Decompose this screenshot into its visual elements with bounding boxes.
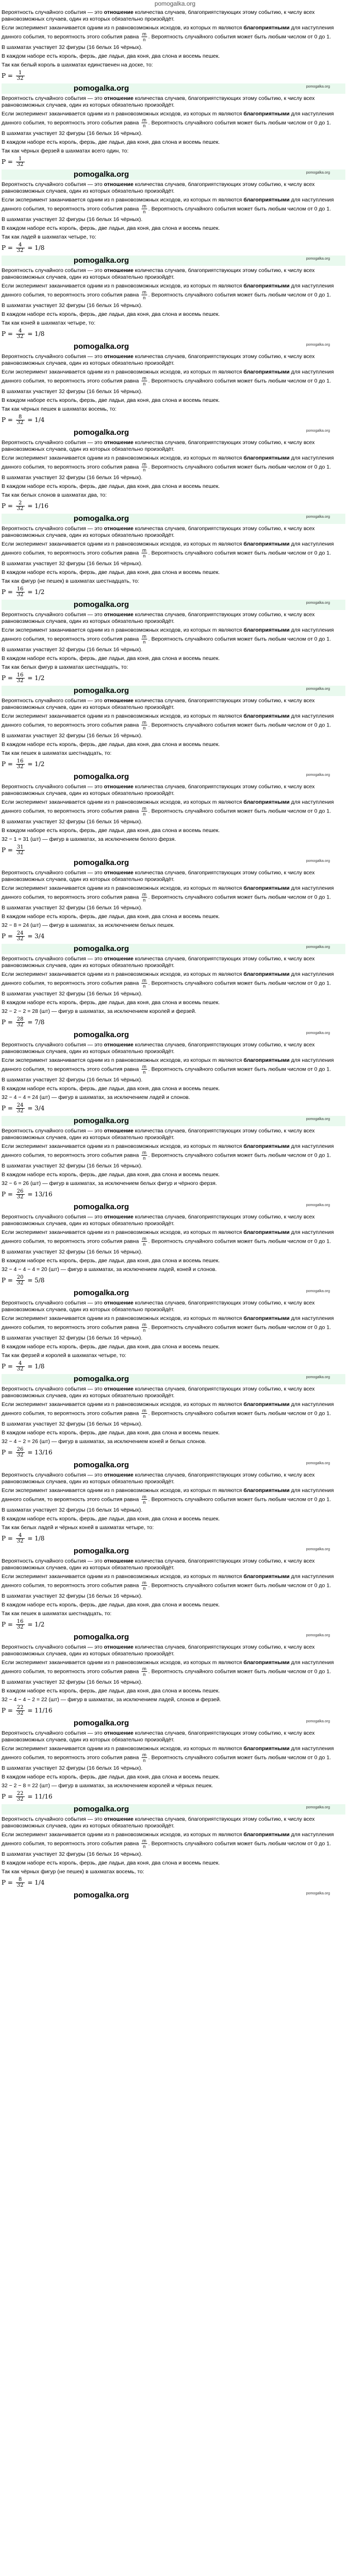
pieces-text: В каждом наборе есть король, ферзь, две ладьи, два коня, два слона и восемь пешек. — [2, 1430, 220, 1436]
watermark-banner: pomogalka.org pomogalka.org — [74, 1547, 330, 1555]
question-text: Так как чёрных фигур (не пешек) в шахматах восемь, то: — [2, 1869, 145, 1875]
pieces-text: В каждом наборе есть король, ферзь, две ладьи, два коня, два слона и восемь пешек. — [2, 1344, 220, 1350]
watermark-stamp: pomogalka.org — [306, 687, 330, 691]
deck-text: В шахматах участвует 32 фигуры (16 белых 16 чёрных). — [2, 44, 143, 50]
pieces-text: В каждом наборе есть король, ферзь, две ладьи, два коня, два слона и восемь пешек. — [2, 225, 220, 231]
experiment-text: Если эксперимент заканчивается одним из n равновозможных исходов, из которых m являются благоприятными для наступления данного события, то вероятность этого события равна $\frac{m}{n}$ . Вероятность случайного события может быть любым числом от 0 до 1. — [2, 541, 334, 558]
site-header[interactable]: pomogalka.org — [154, 0, 196, 7]
probability-fraction: $\frac{16}{32}$ — [16, 758, 24, 770]
probability-fraction: $\frac{20}{32}$ — [16, 1275, 24, 1286]
watermark-stamp: pomogalka.org — [306, 773, 330, 777]
definition-text: Вероятность случайного события — это отношение количества случаев, благоприятствующих этому событию, к числу всех равновозможных случаев, один из которых обязательно произойдёт. — [2, 1042, 315, 1055]
probability-fraction: $\frac{8}{32}$ — [16, 414, 24, 426]
experiment-text: Если эксперимент заканчивается одним из n равновозможных исходов, из которых m являются благоприятными для наступления данного события, то вероятность этого события равна $\frac{m}{n}$ . Вероятность случайного события может быть любым числом от 0 до 1. — [2, 799, 334, 817]
probability-fraction: $\frac{24}{32}$ — [16, 930, 24, 942]
watermark-banner: pomogalka.org pomogalka.org — [74, 342, 330, 351]
deck-text: В шахматах участвует 32 фигуры (16 белых 16 чёрных). — [2, 388, 143, 395]
watermark-banner: pomogalka.org pomogalka.org — [74, 1633, 330, 1641]
watermark-stamp: pomogalka.org — [306, 1806, 330, 1809]
definition-text: Вероятность случайного события — это отношение количества случаев, благоприятствующих этому событию, к числу всех равновозможных случаев, один из которых обязательно произойдёт. — [2, 698, 315, 710]
definition-text: Вероятность случайного события — это отношение количества случаев, благоприятствующих этому событию, к числу всех равновозможных случаев, один из которых обязательно произойдёт. — [2, 439, 315, 452]
watermark-banner: pomogalka.org pomogalka.org — [74, 1891, 330, 1900]
experiment-text: Если эксперимент заканчивается одним из n равновозможных исходов, из которых m являются благоприятными для наступления данного события, то вероятность этого события равна $\frac{m}{n}$ . Вероятность случайного события может быть любым числом от 0 до 1. — [2, 1832, 334, 1849]
deck-text: В шахматах участвует 32 фигуры (16 белых 16 чёрных). — [2, 1507, 143, 1513]
deck-text: В шахматах участвует 32 фигуры (16 белых 16 чёрных). — [2, 302, 143, 309]
probability-formula: P = $\frac{24}{32}$ = 3/4 — [2, 930, 45, 942]
definition-text: Вероятность случайного события — это отношение количества случаев, благоприятствующих этому событию, к числу всех равновозможных случаев, один из которых обязательно произойдёт. — [2, 526, 315, 538]
probability-fraction: $\frac{16}{32}$ — [16, 1619, 24, 1630]
experiment-text: Если эксперимент заканчивается одним из n равновозможных исходов, из которых m являются благоприятными для наступления данного события, то вероятность этого события равна $\frac{m}{n}$ . Вероятность случайного события может быть любым числом от 0 до 1. — [2, 1229, 334, 1247]
solution-item — [2, 612, 345, 696]
solution-item — [2, 870, 345, 954]
fraction: $\frac{m}{n}$ — [142, 462, 147, 472]
deck-text: В шахматах участвует 32 фигуры (16 белых 16 чёрных). — [2, 1077, 143, 1083]
definition-text: Вероятность случайного события — это отношение количества случаев, благоприятствующих этому событию, к числу всех равновозможных случаев, один из которых обязательно произойдёт. — [2, 181, 315, 194]
question-text: Так как чёрных ферзей в шахматах всего один, то: — [2, 148, 129, 154]
probability-formula: P = $\frac{4}{32}$ = 1/8 — [2, 328, 45, 340]
deck-text: В шахматах участвует 32 фигуры (16 белых 16 чёрных). — [2, 561, 143, 567]
probability-formula: P = $\frac{8}{32}$ = 1/4 — [2, 414, 45, 426]
question-text: 32 − 8 = 24 (шт) — фигур в шахматах, за исключением белых пешек. — [2, 922, 174, 928]
solution-item — [2, 1386, 345, 1470]
watermark-banner: pomogalka.org pomogalka.org — [74, 428, 330, 437]
solution-item — [2, 1128, 345, 1212]
watermark-banner: pomogalka.org pomogalka.org — [2, 514, 345, 524]
experiment-text: Если эксперимент заканчивается одним из n равновозможных исходов, из которых m являются благоприятными для наступления данного события, то вероятность этого события равна $\frac{m}{n}$ . Вероятность случайного события может быть любым числом от 0 до 1. — [2, 111, 334, 128]
solution-item — [2, 1042, 345, 1126]
question-text: Так как белый король в шахматах единственен на доске, то: — [2, 62, 153, 68]
pieces-text: В каждом наборе есть король, ферзь, две ладьи, два коня, два слона и восемь пешек. — [2, 483, 220, 489]
watermark-stamp: pomogalka.org — [306, 1376, 330, 1379]
watermark-banner: pomogalka.org pomogalka.org — [2, 1374, 345, 1384]
definition-text: Вероятность случайного события — это отношение количества случаев, благоприятствующих этому событию, к числу всех равновозможных случаев, один из которых обязательно произойдёт. — [2, 1558, 315, 1571]
probability-fraction: $\frac{31}{32}$ — [16, 844, 24, 856]
pieces-text: В каждом наборе есть король, ферзь, две ладьи, два коня, два слона и восемь пешек. — [2, 139, 220, 145]
probability-fraction: $\frac{1}{32}$ — [16, 70, 24, 81]
fraction: $\frac{m}{n}$ — [142, 1064, 147, 1075]
probability-formula: P = $\frac{28}{32}$ = 7/8 — [2, 1016, 45, 1028]
probability-fraction: $\frac{4}{32}$ — [16, 1533, 24, 1544]
question-text: 32 − 4 − 4 = 24 (шт) — фигур в шахматах, за исключением ладей и слонов. — [2, 1094, 190, 1100]
probability-formula: P = $\frac{16}{32}$ = 1/2 — [2, 1619, 45, 1630]
solution-item — [2, 95, 345, 180]
definition-text: Вероятность случайного события — это отношение количества случаев, благоприятствующих этому событию, к числу всех равновозможных случаев, один из которых обязательно произойдёт. — [2, 95, 315, 108]
probability-fraction: $\frac{4}{32}$ — [16, 1361, 24, 1372]
definition-text: Вероятность случайного события — это отношение количества случаев, благоприятствующих этому событию, к числу всех равновозможных случаев, один из которых обязательно произойдёт. — [2, 1128, 315, 1141]
solution-content — [2, 9, 345, 1902]
solution-item — [2, 526, 345, 610]
experiment-text: Если эксперимент заканчивается одним из n равновозможных исходов, из которых m являются благоприятными для наступления данного события, то вероятность этого события равна $\frac{m}{n}$ . Вероятность случайного события может быть любым числом от 0 до 1. — [2, 369, 334, 386]
experiment-text: Если эксперимент заканчивается одним из n равновозможных исходов, из которых m являются благоприятными для наступления данного события, то вероятность этого события равна $\frac{m}{n}$ . Вероятность случайного события может быть любым числом от 0 до 1. — [2, 627, 334, 645]
question-text: 32 − 4 − 4 − 4 = 20 (шт) — фигур в шахматах, за исключением ладей, коней и слонов. — [2, 1266, 217, 1273]
watermark-banner: pomogalka.org pomogalka.org — [2, 686, 345, 696]
question-text: 32 − 4 − 2 = 26 (шт) — фигур в шахматах, за исключением коней и белых слонов. — [2, 1438, 206, 1445]
watermark-banner: pomogalka.org pomogalka.org — [74, 1289, 330, 1297]
deck-text: В шахматах участвует 32 фигуры (16 белых 16 чёрных). — [2, 819, 143, 825]
solution-item — [2, 1644, 345, 1728]
experiment-text: Если эксперимент заканчивается одним из n равновозможных исходов, из которых m являются благоприятными для наступления данного события, то вероятность этого события равна $\frac{m}{n}$ . Вероятность случайного события может быть любым числом от 0 до 1. — [2, 283, 334, 300]
watermark-banner: pomogalka.org pomogalka.org — [74, 858, 330, 867]
probability-fraction: $\frac{22}{32}$ — [16, 1705, 24, 1716]
definition-text: Вероятность случайного события — это отношение количества случаев, благоприятствующих этому событию, к числу всех равновозможных случаев, один из которых обязательно произойдёт. — [2, 784, 315, 796]
definition-text: Вероятность случайного события — это отношение количества случаев, благоприятствующих этому событию, к числу всех равновозможных случаев, один из которых обязательно произойдёт. — [2, 1386, 315, 1399]
solution-item — [2, 181, 345, 266]
fraction: $\frac{m}{n}$ — [142, 1494, 147, 1505]
fraction: $\frac{m}{n}$ — [142, 290, 147, 300]
deck-text: В шахматах участвует 32 фигуры (16 белых 16 чёрных). — [2, 905, 143, 911]
probability-formula: P = $\frac{4}{32}$ = 1/8 — [2, 242, 45, 253]
deck-text: В шахматах участвует 32 фигуры (16 белых 16 чёрных). — [2, 733, 143, 739]
probability-formula: P = $\frac{26}{32}$ = 13/16 — [2, 1189, 52, 1200]
probability-fraction: $\frac{24}{32}$ — [16, 1103, 24, 1114]
question-text: 32 − 2 − 8 = 22 (шт) — фигур в шахматах, за исключением королей и чёрных пешек. — [2, 1783, 213, 1789]
probability-fraction: $\frac{26}{32}$ — [16, 1447, 24, 1458]
pieces-text: В каждом наборе есть король, ферзь, две ладьи, два коня, два слона и восемь пешек. — [2, 741, 220, 748]
watermark-banner: pomogalka.org pomogalka.org — [74, 772, 330, 781]
probability-fraction: $\frac{28}{32}$ — [16, 1016, 24, 1028]
deck-text: В шахматах участвует 32 фигуры (16 белых 16 чёрных). — [2, 1765, 143, 1771]
question-text: 32 − 6 = 26 (шт) — фигур в шахматах, за исключением белых фигур и чёрного ферзя. — [2, 1180, 217, 1187]
deck-text: В шахматах участвует 32 фигуры (16 белых 16 чёрных). — [2, 1335, 143, 1341]
probability-fraction: $\frac{26}{32}$ — [16, 1189, 24, 1200]
probability-fraction: $\frac{2}{32}$ — [16, 500, 24, 512]
definition-text: Вероятность случайного события — это отношение количества случаев, благоприятствующих этому событию, к числу всех равновозможных случаев, один из которых обязательно произойдёт. — [2, 870, 315, 883]
question-text: Так как коней в шахматах четыре, то: — [2, 320, 96, 326]
pieces-text: В каждом наборе есть король, ферзь, две ладьи, два коня, два слона и восемь пешек. — [2, 999, 220, 1006]
watermark-stamp: pomogalka.org — [306, 1634, 330, 1637]
probability-formula: P = $\frac{1}{32}$ — [2, 70, 24, 81]
probability-formula: P = $\frac{22}{32}$ = 11/16 — [2, 1791, 52, 1802]
question-text: 32 − 1 = 31 (шт) — фигур в шахматах, за исключением белого ферзя. — [2, 836, 176, 842]
experiment-text: Если эксперимент заканчивается одним из n равновозможных исходов, из которых m являются благоприятными для наступления данного события, то вероятность этого события равна $\frac{m}{n}$ . Вероятность случайного события может быть любым числом от 0 до 1. — [2, 197, 334, 214]
fraction: $\frac{m}{n}$ — [142, 1752, 147, 1763]
deck-text: В шахматах участвует 32 фигуры (16 белых 16 чёрных). — [2, 1421, 143, 1427]
question-text: Так как чёрных пешек в шахматах восемь, то: — [2, 406, 117, 412]
pieces-text: В каждом наборе есть король, ферзь, две ладьи, два коня, два слона и восемь пешек. — [2, 1602, 220, 1608]
solution-item — [2, 698, 345, 782]
fraction: $\frac{m}{n}$ — [142, 892, 147, 903]
watermark-banner: pomogalka.org pomogalka.org — [2, 1116, 345, 1126]
solution-item — [2, 353, 345, 438]
question-text: Так как фигур (не пешек) в шахматах шестнадцать, то: — [2, 578, 139, 584]
solution-item — [2, 1816, 345, 1901]
solution-item — [2, 9, 345, 94]
experiment-text: Если эксперимент заканчивается одним из n равновозможных исходов, из которых m являются благоприятными для наступления данного события, то вероятность этого события равна $\frac{m}{n}$ . Вероятность случайного события может быть любым числом от 0 до 1. — [2, 1659, 334, 1677]
pieces-text: В каждом наборе есть король, ферзь, две ладьи, два коня, два слона и восемь пешек. — [2, 1086, 220, 1092]
definition-text: Вероятность случайного события — это отношение количества случаев, благоприятствующих этому событию, к числу всех равновозможных случаев, один из которых обязательно произойдёт. — [2, 1644, 315, 1657]
definition-text: Вероятность случайного события — это отношение количества случаев, благоприятствующих этому событию, к числу всех равновозможных случаев, один из которых обязательно произойдёт. — [2, 9, 315, 22]
experiment-text: Если эксперимент заканчивается одним из n равновозможных исходов, из которых m являются благоприятными для наступления данного события, то вероятность этого события равна $\frac{m}{n}$ . Вероятность случайного события может быть любым числом от 0 до 1. — [2, 713, 334, 731]
experiment-text: Если эксперимент заканчивается одним из n равновозможных исходов, из которых m являются благоприятными для наступления данного события, то вероятность этого события равна $\frac{m}{n}$ . Вероятность случайного события может быть любым числом от 0 до 1. — [2, 455, 334, 472]
fraction: $\frac{m}{n}$ — [142, 31, 147, 42]
definition-text: Вероятность случайного события — это отношение количества случаев, благоприятствующих этому событию, к числу всех равновозможных случаев, один из которых обязательно произойдёт. — [2, 353, 315, 366]
experiment-text: Если эксперимент заканчивается одним из n равновозможных исходов, из которых m являются благоприятными для наступления данного события, то вероятность этого события равна $\frac{m}{n}$ . Вероятность случайного события может быть любым числом от 0 до 1. — [2, 1487, 334, 1505]
definition-text: Вероятность случайного события — это отношение количества случаев, благоприятствующих этому событию, к числу всех равновозможных случаев, один из которых обязательно произойдёт. — [2, 1214, 315, 1227]
deck-text: В шахматах участвует 32 фигуры (16 белых 16 чёрных). — [2, 1249, 143, 1255]
definition-text: Вероятность случайного события — это отношение количества случаев, благоприятствующих этому событию, к числу всех равновозможных случаев, один из которых обязательно произойдёт. — [2, 1816, 315, 1829]
probability-fraction: $\frac{8}{32}$ — [16, 1877, 24, 1888]
probability-fraction: $\frac{16}{32}$ — [16, 672, 24, 684]
deck-text: В шахматах участвует 32 фигуры (16 белых 16 чёрных). — [2, 991, 143, 997]
experiment-text: Если эксперимент заканчивается одним из n равновозможных исходов, из которых m являются благоприятными для наступления данного события, то вероятность этого события равна $\frac{m}{n}$ . Вероятность случайного события может быть любым числом от 0 до 1. — [2, 1143, 334, 1161]
fraction: $\frac{m}{n}$ — [142, 204, 147, 214]
probability-fraction: $\frac{4}{32}$ — [16, 242, 24, 253]
watermark-banner: pomogalka.org pomogalka.org — [2, 256, 345, 266]
solution-item — [2, 1300, 345, 1384]
pieces-text: В каждом наборе есть король, ферзь, две ладьи, два коня, два слона и восемь пешек. — [2, 1688, 220, 1694]
experiment-text: Если эксперимент заканчивается одним из n равновозможных исходов, из которых m являются благоприятными для наступления данного события, то вероятность этого события равна $\frac{m}{n}$ . Вероятность случайного события может быть любым числом от 0 до 1. — [2, 1315, 334, 1333]
deck-text: В шахматах участвует 32 фигуры (16 белых 16 чёрных). — [2, 1851, 143, 1857]
experiment-text: Если эксперимент заканчивается одним из n равновозможных исходов, из которых m являются благоприятными для наступления данного события, то вероятность этого события равна $\frac{m}{n}$ . Вероятность случайного события может быть любым числом от 0 до 1. — [2, 25, 334, 42]
fraction: $\frac{m}{n}$ — [142, 117, 147, 128]
definition-text: Вероятность случайного события — это отношение количества случаев, благоприятствующих этому событию, к числу всех равновозможных случаев, один из которых обязательно произойдёт. — [2, 1472, 315, 1485]
probability-formula: P = $\frac{8}{32}$ = 1/4 — [2, 1877, 45, 1888]
probability-formula: P = $\frac{22}{32}$ = 11/16 — [2, 1705, 52, 1716]
watermark-stamp: pomogalka.org — [306, 257, 330, 261]
pieces-text: В каждом наборе есть король, ферзь, две ладьи, два коня, два слона и восемь пешек. — [2, 913, 220, 920]
watermark-stamp: pomogalka.org — [306, 515, 330, 519]
question-text: Так как ладей в шахматах четыре, то: — [2, 234, 96, 240]
watermark-stamp: pomogalka.org — [306, 1290, 330, 1293]
watermark-stamp: pomogalka.org — [306, 859, 330, 863]
experiment-text: Если эксперимент заканчивается одним из n равновозможных исходов, из которых m являются благоприятными для наступления данного события, то вероятность этого события равна $\frac{m}{n}$ . Вероятность случайного события может быть любым числом от 0 до 1. — [2, 971, 334, 989]
watermark-stamp: pomogalka.org — [306, 945, 330, 949]
probability-formula: P = $\frac{4}{32}$ = 1/8 — [2, 1533, 45, 1544]
question-text: Так как пешек в шахматах шестнадцать, то: — [2, 1611, 112, 1617]
experiment-text: Если эксперимент заканчивается одним из n равновозможных исходов, из которых m являются благоприятными для наступления данного события, то вероятность этого события равна $\frac{m}{n}$ . Вероятность случайного события может быть любым числом от 0 до 1. — [2, 1401, 334, 1419]
probability-formula: P = $\frac{4}{32}$ = 1/8 — [2, 1361, 45, 1372]
watermark-stamp: pomogalka.org — [306, 1031, 330, 1035]
watermark-stamp: pomogalka.org — [306, 601, 330, 605]
probability-formula: P = $\frac{16}{32}$ = 1/2 — [2, 758, 45, 770]
fraction: $\frac{m}{n}$ — [142, 1580, 147, 1591]
fraction: $\frac{m}{n}$ — [142, 720, 147, 731]
probability-formula: P = $\frac{2}{32}$ = 1/16 — [2, 500, 49, 512]
deck-text: В шахматах участвует 32 фигуры (16 белых 16 чёрных). — [2, 130, 143, 137]
watermark-stamp: pomogalka.org — [306, 1462, 330, 1465]
deck-text: В шахматах участвует 32 фигуры (16 белых 16 чёрных). — [2, 647, 143, 653]
pieces-text: В каждом наборе есть король, ферзь, две ладьи, два коня, два слона и восемь пешек. — [2, 1258, 220, 1264]
probability-formula: P = $\frac{1}{32}$ — [2, 156, 24, 167]
experiment-text: Если эксперимент заканчивается одним из n равновозможных исходов, из которых m являются благоприятными для наступления данного события, то вероятность этого события равна $\frac{m}{n}$ . Вероятность случайного события может быть любым числом от 0 до 1. — [2, 885, 334, 903]
pieces-text: В каждом наборе есть король, ферзь, две ладьи, два коня, два слона и восемь пешек. — [2, 1774, 220, 1780]
watermark-banner: pomogalka.org pomogalka.org — [74, 1461, 330, 1469]
watermark-banner: pomogalka.org pomogalka.org — [2, 1804, 345, 1815]
pieces-text: В каждом наборе есть король, ферзь, две ладьи, два коня, два слона и восемь пешек. — [2, 827, 220, 834]
watermark-banner: pomogalka.org pomogalka.org — [74, 1202, 330, 1211]
watermark-stamp: pomogalka.org — [306, 1117, 330, 1121]
watermark-banner: pomogalka.org pomogalka.org — [2, 600, 345, 610]
fraction: $\frac{m}{n}$ — [142, 1150, 147, 1161]
watermark-banner: pomogalka.org pomogalka.org — [2, 944, 345, 954]
probability-fraction: $\frac{1}{32}$ — [16, 156, 24, 167]
pieces-text: В каждом наборе есть король, ферзь, две ладьи, два коня, два слона и восемь пешек. — [2, 655, 220, 662]
pieces-text: В каждом наборе есть король, ферзь, две ладьи, два коня, два слона и восемь пешек. — [2, 53, 220, 59]
experiment-text: Если эксперимент заканчивается одним из n равновозможных исходов, из которых m являются благоприятными для наступления данного события, то вероятность этого события равна $\frac{m}{n}$ . Вероятность случайного события может быть любым числом от 0 до 1. — [2, 1573, 334, 1591]
definition-text: Вероятность случайного события — это отношение количества случаев, благоприятствующих этому событию, к числу всех равновозможных случаев, один из которых обязательно произойдёт. — [2, 1730, 315, 1743]
watermark-banner: pomogalka.org pomogalka.org — [2, 170, 345, 180]
question-text: Так как пешек в шахматах шестнадцать, то: — [2, 750, 112, 756]
fraction: $\frac{m}{n}$ — [142, 548, 147, 558]
solution-item — [2, 1730, 345, 1815]
watermark-stamp: pomogalka.org — [306, 85, 330, 89]
watermark-stamp: pomogalka.org — [306, 429, 330, 433]
probability-fraction: $\frac{16}{32}$ — [16, 586, 24, 598]
fraction: $\frac{m}{n}$ — [142, 1666, 147, 1677]
deck-text: В шахматах участвует 32 фигуры (16 белых 16 чёрных). — [2, 216, 143, 223]
solution-item — [2, 267, 345, 352]
watermark-stamp: pomogalka.org — [306, 1204, 330, 1207]
watermark-stamp: pomogalka.org — [306, 1720, 330, 1723]
deck-text: В шахматах участвует 32 фигуры (16 белых 16 чёрных). — [2, 474, 143, 481]
pieces-text: В каждом наборе есть король, ферзь, две ладьи, два коня, два слона и восемь пешек. — [2, 1516, 220, 1522]
watermark-banner: pomogalka.org pomogalka.org — [74, 1719, 330, 1727]
question-text: Так как белых ладей и чёрных коней в шахматах четыре, то: — [2, 1524, 154, 1531]
probability-formula: P = $\frac{16}{32}$ = 1/2 — [2, 586, 45, 598]
fraction: $\frac{m}{n}$ — [142, 978, 147, 989]
definition-text: Вероятность случайного события — это отношение количества случаев, благоприятствующих этому событию, к числу всех равновозможных случаев, один из которых обязательно произойдёт. — [2, 956, 315, 969]
probability-formula: P = $\frac{20}{32}$ = 5/8 — [2, 1275, 45, 1286]
fraction: $\frac{m}{n}$ — [142, 806, 147, 817]
watermark-stamp: pomogalka.org — [306, 1892, 330, 1895]
question-text: 32 − 2 − 2 = 28 (шт) — фигур в шахматах, за исключением королей и ферзей. — [2, 1008, 197, 1014]
question-text: 32 − 4 − 4 − 2 = 22 (шт) — фигур в шахматах, за исключением ладей, слонов и ферзей. — [2, 1697, 221, 1703]
probability-formula: P = $\frac{26}{32}$ = 13/16 — [2, 1447, 52, 1458]
watermark-stamp: pomogalka.org — [306, 343, 330, 347]
fraction: $\frac{m}{n}$ — [142, 1236, 147, 1247]
fraction: $\frac{m}{n}$ — [142, 1408, 147, 1419]
probability-fraction: $\frac{4}{32}$ — [16, 328, 24, 340]
deck-text: В шахматах участвует 32 фигуры (16 белых 16 чёрных). — [2, 1593, 143, 1599]
solution-item — [2, 1472, 345, 1556]
solution-item — [2, 439, 345, 524]
pieces-text: В каждом наборе есть король, ферзь, две ладьи, два коня, два слона и восемь пешек. — [2, 1172, 220, 1178]
probability-formula: P = $\frac{31}{32}$ — [2, 844, 24, 856]
solution-item — [2, 956, 345, 1040]
question-text: Так как ферзей и королей в шахматах четыре, то: — [2, 1352, 127, 1359]
experiment-text: Если эксперимент заканчивается одним из n равновозможных исходов, из которых m являются благоприятными для наступления данного события, то вероятность этого события равна $\frac{m}{n}$ . Вероятность случайного события может быть любым числом от 0 до 1. — [2, 1057, 334, 1075]
definition-text: Вероятность случайного события — это отношение количества случаев, благоприятствующих этому событию, к числу всех равновозможных случаев, один из которых обязательно произойдёт. — [2, 1300, 315, 1313]
deck-text: В шахматах участвует 32 фигуры (16 белых 16 чёрных). — [2, 1163, 143, 1169]
deck-text: В шахматах участвует 32 фигуры (16 белых 16 чёрных). — [2, 1679, 143, 1685]
probability-formula: P = $\frac{16}{32}$ = 1/2 — [2, 672, 45, 684]
question-text: Так как белых фигур в шахматах шестнадцать, то: — [2, 664, 128, 670]
fraction: $\frac{m}{n}$ — [142, 1838, 147, 1849]
watermark-banner: pomogalka.org pomogalka.org — [74, 1030, 330, 1039]
fraction: $\frac{m}{n}$ — [142, 376, 147, 386]
pieces-text: В каждом наборе есть король, ферзь, две ладьи, два коня, два слона и восемь пешек. — [2, 311, 220, 317]
fraction: $\frac{m}{n}$ — [142, 634, 147, 645]
solution-item — [2, 1558, 345, 1642]
watermark-stamp: pomogalka.org — [306, 171, 330, 175]
watermark-stamp: pomogalka.org — [306, 1548, 330, 1551]
pieces-text: В каждом наборе есть король, ферзь, две ладьи, два коня, два слона и восемь пешек. — [2, 397, 220, 403]
pieces-text: В каждом наборе есть король, ферзь, две ладьи, два коня, два слона и восемь пешек. — [2, 1860, 220, 1866]
definition-text: Вероятность случайного события — это отношение количества случаев, благоприятствующих этому событию, к числу всех равновозможных случаев, один из которых обязательно произойдёт. — [2, 612, 315, 624]
probability-fraction: $\frac{22}{32}$ — [16, 1791, 24, 1802]
solution-item — [2, 784, 345, 868]
pieces-text: В каждом наборе есть король, ферзь, две ладьи, два коня, два слона и восемь пешек. — [2, 569, 220, 575]
solution-item — [2, 1214, 345, 1298]
fraction: $\frac{m}{n}$ — [142, 1322, 147, 1333]
experiment-text: Если эксперимент заканчивается одним из n равновозможных исходов, из которых m являются благоприятными для наступления данного события, то вероятность этого события равна $\frac{m}{n}$ . Вероятность случайного события может быть любым числом от 0 до 1. — [2, 1745, 334, 1763]
watermark-banner: pomogalka.org pomogalka.org — [2, 83, 345, 94]
question-text: Так как белых слонов в шахматах два, то: — [2, 492, 107, 498]
probability-formula: P = $\frac{24}{32}$ = 3/4 — [2, 1103, 45, 1114]
definition-text: Вероятность случайного события — это отношение количества случаев, благоприятствующих этому событию, к числу всех равновозможных случаев, один из которых обязательно произойдёт. — [2, 267, 315, 280]
